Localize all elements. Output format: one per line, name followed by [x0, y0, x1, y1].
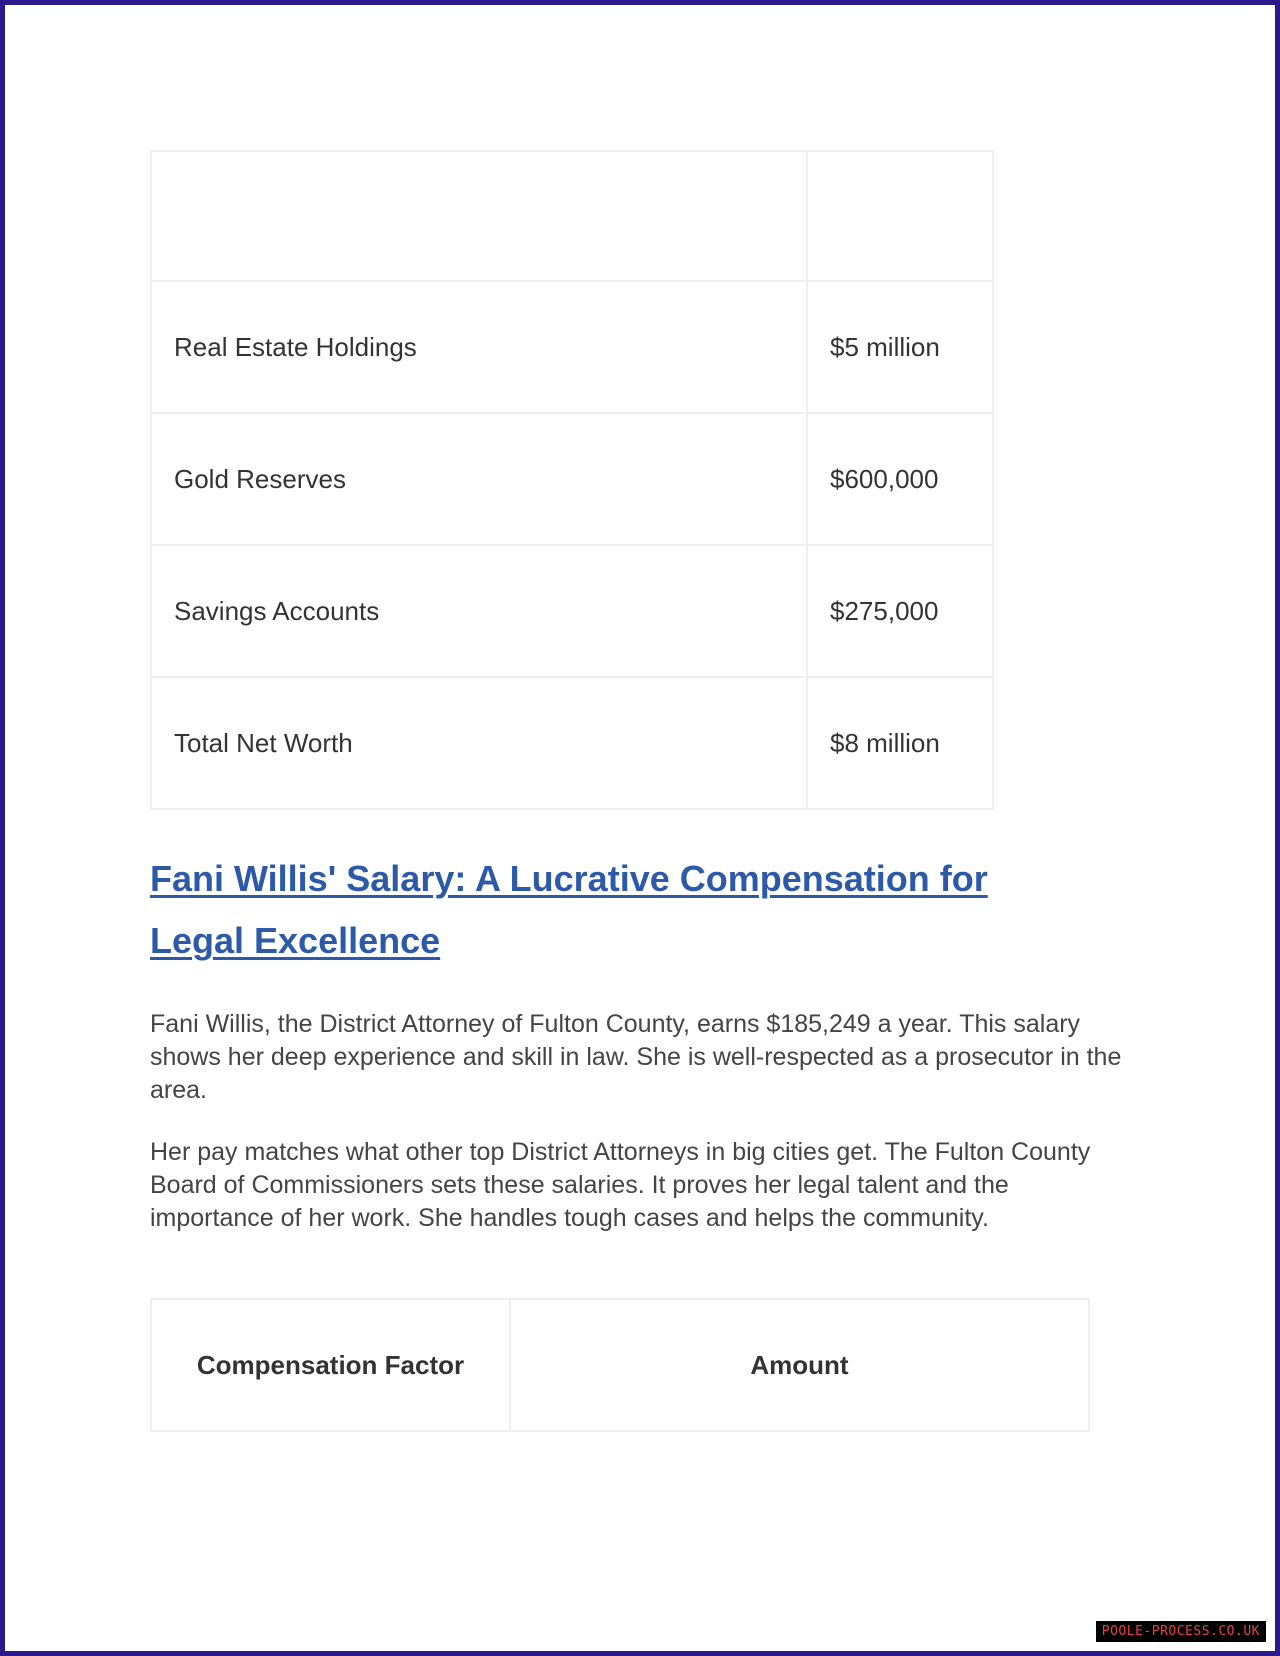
asset-label: Savings Accounts [151, 545, 807, 677]
asset-value: $8 million [807, 677, 993, 809]
table-header-row [151, 151, 993, 281]
asset-label: Total Net Worth [151, 677, 807, 809]
asset-label: Gold Reserves [151, 413, 807, 545]
asset-value: $5 million [807, 281, 993, 413]
net-worth-table [150, 150, 994, 810]
table-row [151, 677, 993, 809]
column-header-compensation-factor: Compensation Factor [151, 1299, 510, 1431]
compensation-table [150, 1298, 1090, 1432]
salary-paragraph: Fani Willis, the District Attorney of Fulton County, earns $185,249 a year. This salary shows her deep experience and skill in law. She is well-respected as a prosecutor in the area. [150, 1010, 1122, 1104]
asset-value: $275,000 [807, 545, 993, 677]
asset-label: Real Estate Holdings [151, 281, 807, 413]
asset-value: $600,000 [807, 413, 993, 545]
column-header-amount: Amount [510, 1299, 1089, 1431]
pay-paragraph: Her pay matches what other top District Attorneys in big cities get. The Fulton County Board of Commissioners sets these salaries. It proves her legal talent and the importance of her work. She handles tough cases and helps the community. [150, 1138, 1091, 1232]
table-header-row [151, 1299, 1089, 1431]
watermark: POOLE-PROCESS.CO.UK [1096, 1621, 1266, 1642]
table-row [151, 545, 993, 677]
table-row [151, 413, 993, 545]
section-heading-link[interactable]: Fani Willis' Salary: A Lucrative Compensation for Legal Excellence [150, 858, 988, 961]
table-header-cell [807, 151, 993, 281]
table-row [151, 281, 993, 413]
table-header-cell [151, 151, 807, 281]
